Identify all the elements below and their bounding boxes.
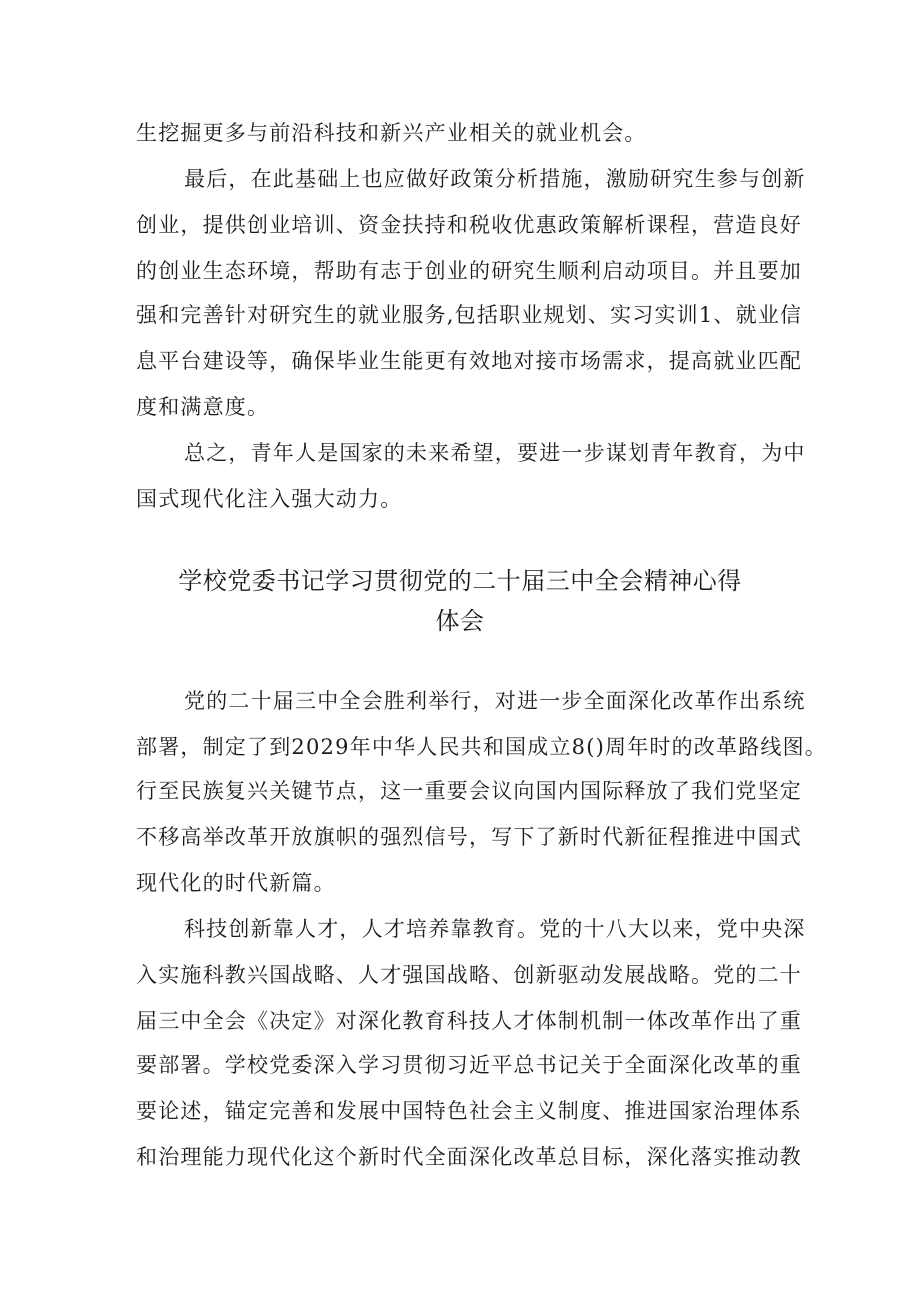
paragraph-line: 现代化的时代新篇。 xyxy=(136,871,336,895)
paragraph-line: 要部署。学校党委深入学习贯彻习近平总书记关于全面深化改革的重 xyxy=(136,1053,802,1077)
paragraph-line: 息平台建设等，确保毕业生能更有效地对接市场需求，提高就业匹配 xyxy=(136,349,802,373)
paragraph-line: 强和完善针对研究生的就业服务,包括职业规划、实习实训1、就业信 xyxy=(136,303,803,327)
paragraph-line: 届三中全会《决定》对深化教育科技人才体制机制一体改革作出了重 xyxy=(136,1009,802,1033)
paragraph-line: 生挖掘更多与前沿科技和新兴产业相关的就业机会。 xyxy=(136,121,647,145)
paragraph-line: 总之，青年人是国家的未来希望，要进一步谋划青年教育，为中 xyxy=(184,441,806,465)
paragraph-line: 国式现代化注入强大动力。 xyxy=(136,487,403,511)
paragraph-line: 创业，提供创业培训、资金扶持和税收优惠政策解析课程，营造良好 xyxy=(136,213,802,237)
paragraph-line: 不移高举改革开放旗帜的强烈信号，写下了新时代新征程推进中国式 xyxy=(136,825,802,849)
paragraph-line: 党的二十届三中全会胜利举行，对进一步全面深化改革作出系统 xyxy=(184,689,806,713)
paragraph-line: 部署，制定了到2029年中华人民共和国成立8()周年时的改革路线图。 xyxy=(136,735,827,759)
article-title: 学校党委书记学习贯彻党的二十届三中全会精神心得 xyxy=(178,567,742,595)
article-title-continuation: 体会 xyxy=(435,607,485,635)
paragraph-line: 要论述，锚定完善和发展中国特色社会主义制度、推进国家治理体系 xyxy=(136,1099,802,1123)
paragraph-line: 和治理能力现代化这个新时代全面深化改革总目标，深化落实推动教 xyxy=(136,1145,802,1169)
paragraph-line: 度和满意度。 xyxy=(136,395,270,419)
paragraph-line: 最后，在此基础上也应做好政策分析措施，激励研究生参与创新 xyxy=(184,167,806,191)
paragraph-line: 入实施科教兴国战略、人才强国战略、创新驱动发展战略。党的二十 xyxy=(136,963,802,987)
paragraph-line: 的创业生态环境，帮助有志于创业的研究生顺利启动项目。并且要加 xyxy=(136,259,802,283)
paragraph-line: 行至民族复兴关键节点，这一重要会议向国内国际释放了我们党坚定 xyxy=(136,779,802,803)
paragraph-line: 科技创新靠人才，人才培养靠教育。党的十八大以来，党中央深 xyxy=(184,917,806,941)
